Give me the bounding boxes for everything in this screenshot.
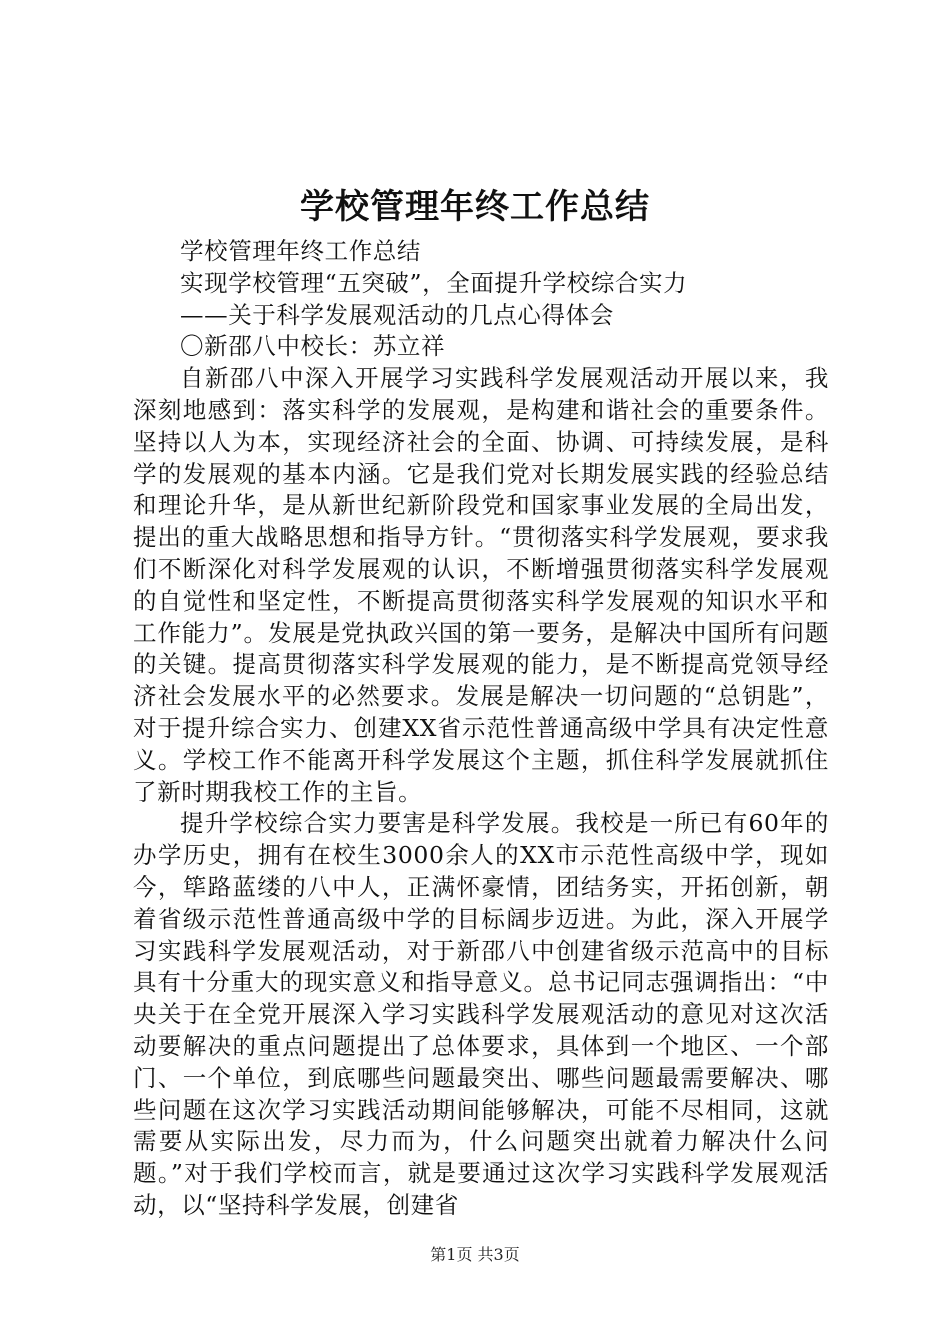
document-title: 学校管理年终工作总结	[300, 187, 650, 227]
header-line-subheading: ——关于科学发展观活动的几点心得体会	[180, 300, 614, 329]
document-body	[133, 236, 829, 1222]
header-line-subtitle: 实现学校管理“五突破”，全面提升学校综合实力	[180, 268, 688, 297]
header-line-title: 学校管理年终工作总结	[180, 237, 421, 265]
paragraph: 自新邵八中深入开展学习实践科学发展观活动开展以来，我深刻地感到：落实科学的发展观，是构建和谐社会的重要条件。坚持以人为本，实现经济社会的全面、协调、可持续发展，是科学的发展观的基本内涵。它是我们党对长期发展实践的经验总结和理论升华，是从新世纪新阶段党和国家事业发展的全局出发，提出的重大战略思想和指导方针。“贯彻落实科学发展观，要求我们不断深化对科学发展观的认识，不断增强贯彻落实科学发展观的自觉性和坚定性，不断提高贯彻落实科学发展观的知识水平和工作能力”。发展是党执政兴国的第一要务，是解决中国所有问题的关键。提高贯彻落实科学发展观的能力，是不断提高党领导经济社会发展水平的必然要求。发展是解决一切问题的“总钥匙”，对于提升综合实力、创建XX省示范性普通高级中学具有决定性意义。学校工作不能离开科学发展这个主题，抓住科学发展就抓住了新时期我校工作的主旨。	[133, 364, 829, 806]
page-footer: 第1页 共3页	[430, 1245, 520, 1264]
header-line-author: 〇新邵八中校长：苏立祥	[180, 332, 446, 361]
paragraph: 提升学校综合实力要害是科学发展。我校是一所已有60年的办学历史，拥有在校生3000余人的XX市示范性高级中学，现如今，筚路蓝缕的八中人，正满怀豪情，团结务实，开拓创新，朝着省级示范性普通高级中学的目标阔步迈进。为此，深入开展学习实践科学发展观活动，对于新邵八中创建省级示范高中的目标具有十分重大的现实意义和指导意义。总书记同志强调指出：“中央关于在全党开展深入学习实践科学发展观活动的意见对这次活动要解决的重点问题提出了总体要求，具体到一个地区、一个部门、一个单位，到底哪些问题最突出、哪些问题最需要解决、哪些问题在这次学习实践活动期间能够解决，可能不尽相同，这就需要从实际出发，尽力而为，什么问题突出就着力解决什么问题。”对于我们学校而言，就是要通过这次学习实践科学发展观活动，以“坚持科学发展，创建省	[133, 809, 829, 1219]
